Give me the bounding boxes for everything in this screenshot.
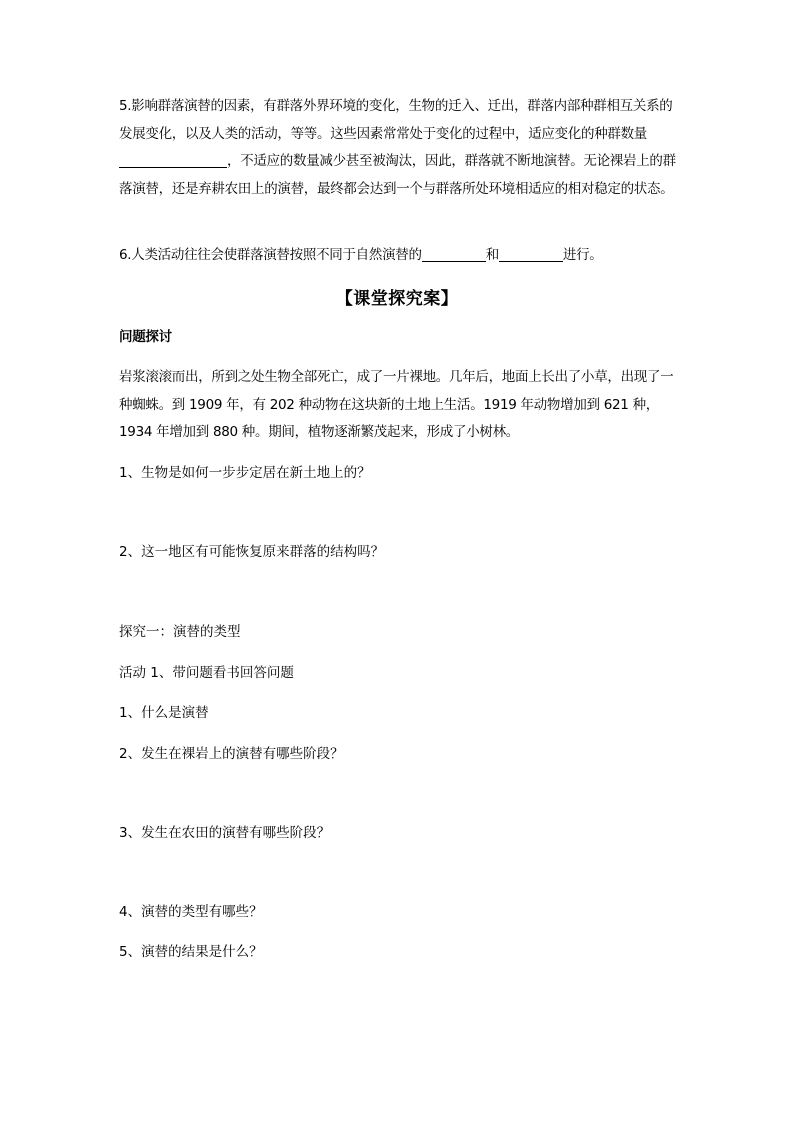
section-title: 【课堂探究案】 — [335, 289, 459, 309]
paragraph-6-text-middle: 和 — [485, 247, 499, 263]
activity-question-1: 1、什么是演替 — [119, 705, 209, 721]
activity-question-3: 3、发生在农田的演替有哪些阶段？ — [119, 825, 331, 841]
problem-text: 岩浆滚滚而出，所到之处生物全部死亡，成了一片裸地。几年后，地面上长出了小草，出现了一种蜘蛛。到 1909 年，有 202 种动物在这块新的土地上生活。1919 年动物增加到 621 种，1934 年增加到 880 种。期间，植物逐渐繁茂起来，形成了小树林。 — [119, 369, 674, 440]
fill-in-blank[interactable] — [119, 152, 227, 168]
problem-heading: 问题探讨 — [119, 329, 172, 345]
fill-in-blank[interactable] — [499, 246, 563, 262]
activity-question-5: 5、演替的结果是什么？ — [119, 944, 263, 960]
paragraph-6 — [119, 242, 679, 268]
paragraph-6-text-before: 6.人类活动往往会使群落演替按照不同于自然演替的 — [119, 247, 422, 263]
paragraph-5-text-before: 5.影响群落演替的因素，有群落外界环境的变化，生物的迁入、迁出，群落内部种群相互关系的发展变化，以及人类的活动，等等。这些因素常常处于变化的过程中，适应变化的种群数量 — [119, 98, 673, 142]
paragraph-5-text-after: ，不适应的数量减少甚至被淘汰，因此，群落就不断地演替。无论裸岩上的群落演替，还是弃耕农田上的演替，最终都会达到一个与群落所处环境相适应的相对稳定的状态。 — [119, 153, 676, 197]
activity-1-title: 活动 1、带问题看书回答问题 — [119, 665, 294, 681]
fill-in-blank[interactable] — [422, 246, 486, 262]
question-2: 2、这一地区有可能恢复原来群落的结构吗？ — [119, 544, 385, 560]
activity-question-4: 4、演替的类型有哪些？ — [119, 904, 263, 920]
paragraph-6-text-after: 进行。 — [562, 247, 603, 263]
question-1: 1、生物是如何一步步定居在新土地上的？ — [119, 465, 371, 481]
activity-question-2: 2、发生在裸岩上的演替有哪些阶段？ — [119, 746, 344, 762]
explore-1-title: 探究一：演替的类型 — [119, 624, 241, 640]
paragraph-5 — [119, 93, 679, 203]
